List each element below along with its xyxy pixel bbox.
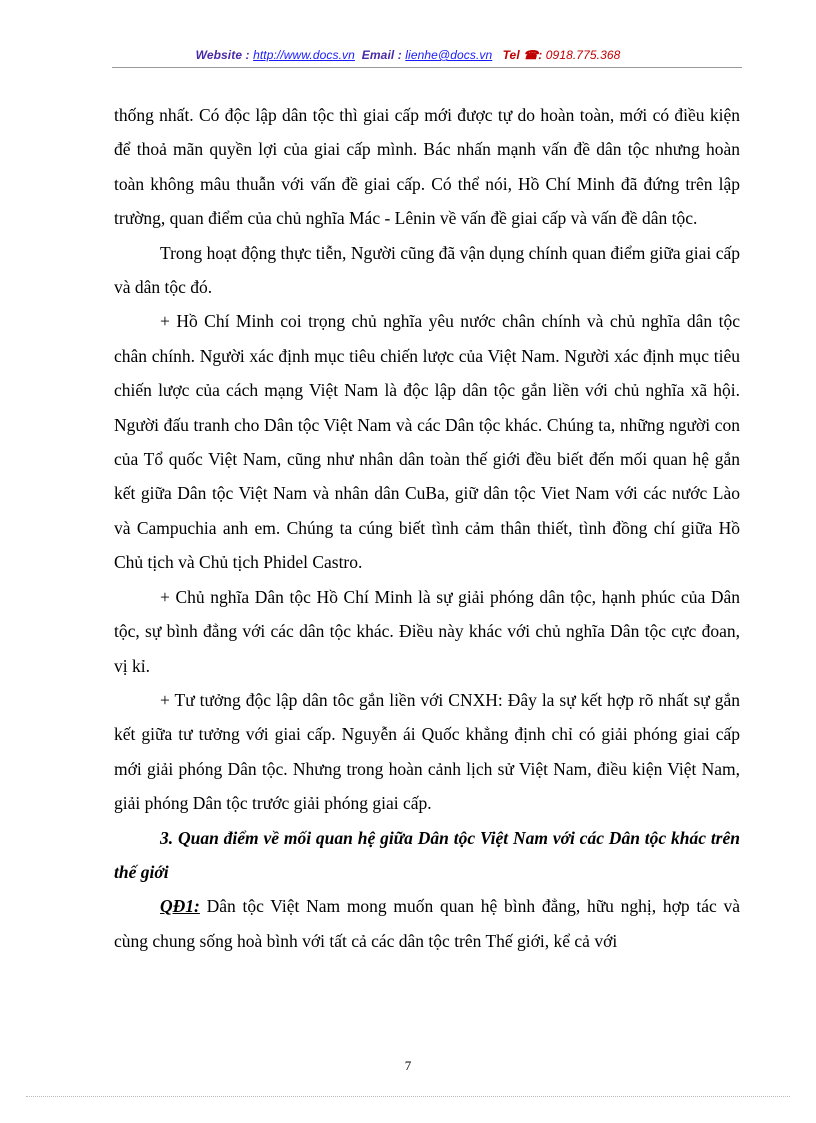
- qd1-paragraph: [114, 889, 740, 958]
- tel-value: 0918.775.368: [545, 48, 621, 62]
- qd1-label: QĐ1:: [160, 896, 200, 917]
- qd1-text: Dân tộc Việt Nam mong muốn quan hệ bình đẳng, hữu nghị, hợp tác và cùng chung sống hoà bình với tất cả các dân tộc trên Thế giới, kể cả với: [114, 896, 741, 951]
- email-label: Email :: [361, 48, 402, 62]
- page-number: 7: [404, 1058, 412, 1073]
- email-link[interactable]: lienhe@docs.vn: [405, 48, 493, 62]
- paragraph: + Tư tưởng độc lập dân tôc gắn liền với CNXH: Đây la sự kết hợp rõ nhất sự gắn kết giữa tư tưởng với giai cấp. Nguyễn ái Quốc khẳng định chỉ có giải phóng giai cấp mới giải phóng Dân tộc. Nhưng trong hoàn cảnh lịch sử Việt Nam, điều kiện Việt Nam, giải phóng Dân tộc trước giải phóng giai cấp.: [114, 689, 740, 814]
- document-body: [114, 98, 740, 958]
- paragraph: + Hồ Chí Minh coi trọng chủ nghĩa yêu nước chân chính và chủ nghĩa dân tộc chân chính. Người xác định mục tiêu chiến lược của Việt Nam. Người xác định mục tiêu chiến lược của cách mạng Việt Nam là độc lập dân tộc gắn liền với chủ nghĩa xã hội. Người đấu tranh cho Dân tộc Việt Nam và các Dân tộc khác. Chúng ta, những người con của Tổ quốc Việt Nam, cũng như nhân dân toàn thế giới đều biết đến mối quan hệ gắn kết giữa Dân tộc Việt Nam và nhân dân CuBa, giữ dân tộc Viet Nam với các nước Lào và Campuchia anh em. Chúng ta cúng biết tình cảm thân thiết, tình đồng chí giữa Hồ Chủ tịch và Chủ tịch Phidel Castro.: [114, 311, 740, 573]
- section-heading: 3. Quan điểm về mối quan hệ giữa Dân tộc Việt Nam với các Dân tộc khác trên thế giới: [114, 827, 740, 882]
- website-link[interactable]: http://www.docs.vn: [253, 48, 355, 62]
- tel-label: Tel ☎:: [502, 48, 543, 62]
- website-label: Website :: [195, 48, 250, 62]
- paragraph: thống nhất. Có độc lập dân tộc thì giai cấp mới được tự do hoàn toàn, mới có điều kiện để thoả mãn quyền lợi của giai cấp mình. Bác nhấn mạnh vấn đề dân tộc nhưng hoàn toàn không mâu thuẫn với vấn đề giai cấp. Có thể nói, Hồ Chí Minh đã đứng trên lập trường, quan điểm của chủ nghĩa Mác - Lênin về vấn đề giai cấp và vấn đề dân tộc.: [114, 105, 740, 229]
- paragraph: Trong hoạt động thực tiễn, Người cũng đã vận dụng chính quan điểm giữa giai cấp và dân tộc đó.: [114, 242, 740, 298]
- header-divider: [112, 67, 742, 68]
- footer-divider: [26, 1096, 790, 1097]
- paragraph: + Chủ nghĩa Dân tộc Hồ Chí Minh là sự giải phóng dân tộc, hạnh phúc của Dân tộc, sự bình đẳng với các dân tộc khác. Điều này khác với chủ nghĩa Dân tộc cực đoan, vị kỉ.: [114, 586, 740, 676]
- page-header: [0, 48, 816, 62]
